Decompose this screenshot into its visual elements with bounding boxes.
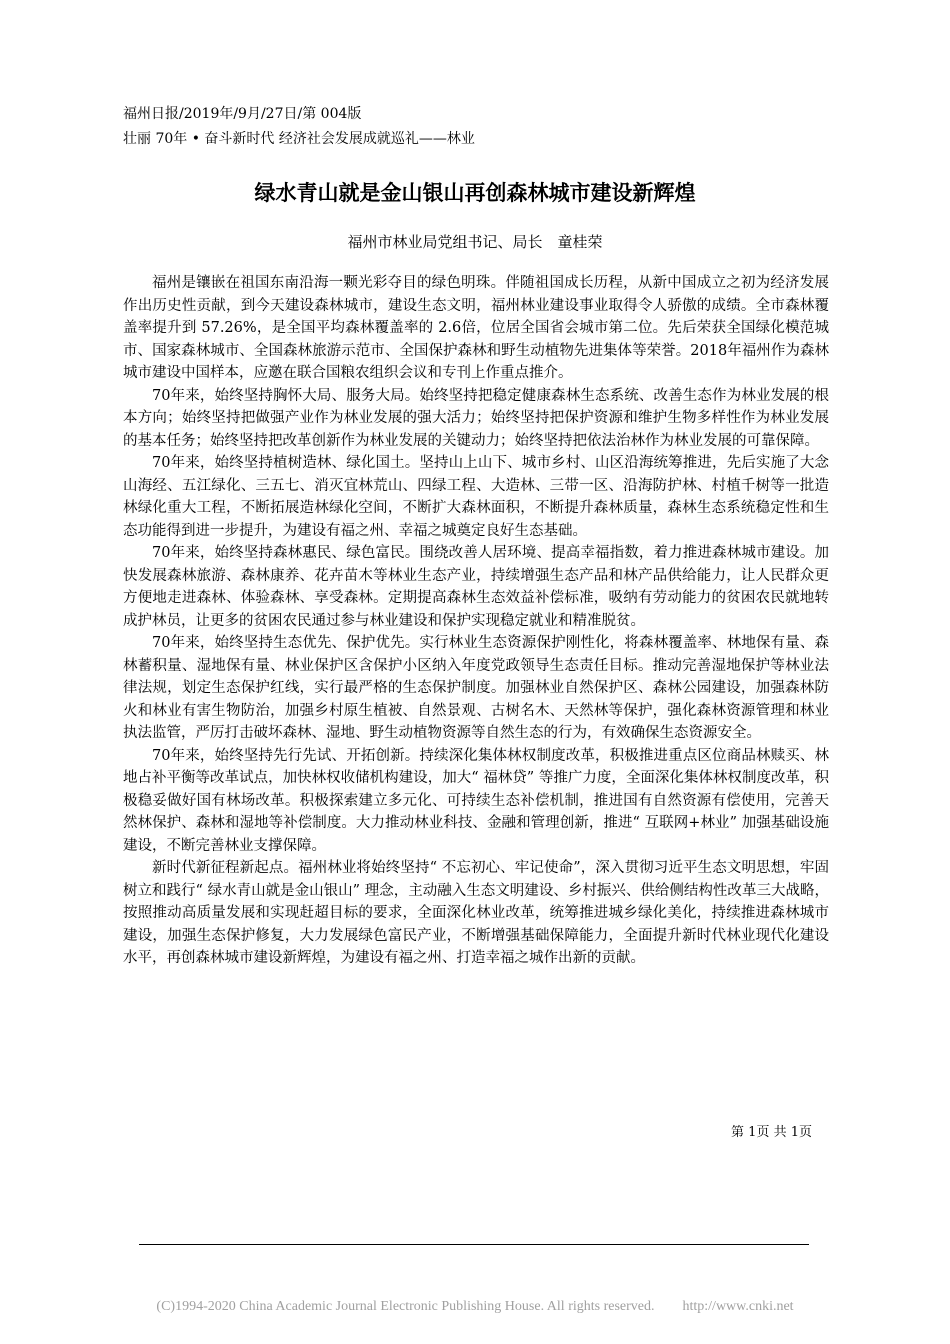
article-title: 绿水青山就是金山银山再创森林城市建设新辉煌 [254, 181, 696, 205]
copyright-footer: (C)1994-2020 China Academic Journal Electronic Publishing House. All rights reserved. http://www.cnki.net [156, 1299, 794, 1314]
article-author: 福州市林业局党组书记、局长 童桂荣 [347, 233, 603, 251]
source-line: 福州日报/2019年/9月/27日/第 004版 [123, 106, 362, 122]
paragraph: 70年来，始终坚持生态优先、保护优先。实行林业生态资源保护刚性化，将森林覆盖率、林地保有量、森林蓄积量、湿地保有量、林业保护区含保护小区纳入年度党政领导生态责任目标。推动完善湿地保护等林业法律法规，划定生态保护红线，实行最严格的生态保护制度。加强林业自然保护区、森林公园建设，加强森林防火和林业有害生物防治，加强乡村原生植被、自然景观、古树名木、天然林等保护，强化森林资源管理和林业执法监管，严厉打击破坏森林、湿地、野生动植物资源等自然生态的行为，有效确保生态资源安全。 [123, 635, 829, 741]
footer-divider [139, 1244, 809, 1245]
paragraph: 福州是镶嵌在祖国东南沿海一颗光彩夺目的绿色明珠。伴随祖国成长历程，从新中国成立之初为经济发展作出历史性贡献，到今天建设森林城市，建设生态文明，福州林业建设事业取得令人骄傲的成绩。全市森林覆盖率提升到 57.26%，是全国平均森林覆盖率的 2.6倍，位居全国省会城市第二位。先后荣获全国绿化模范城市、国家森林城市、全国森林旅游示范市、全国保护森林和野生动植物先进集体等荣誉。2018年福州作为森林城市建设中国样本，应邀在联合国粮农组织会议和专刊上作重点推介。 [123, 275, 829, 381]
paragraph: 70年来，始终坚持森林惠民、绿色富民。围绕改善人居环境、提高幸福指数，着力推进森林城市建设。加快发展森林旅游、森林康养、花卉苗木等林业生态产业，持续增强生态产品和林产品供给能力，让人民群众更方便地走进森林、体验森林、享受森林。定期提高森林生态效益补偿标准，吸纳有劳动能力的贫困农民就地转成护林员，让更多的贫困农民通过参与林业建设和保护实现稳定就业和精准脱贫。 [123, 545, 829, 629]
paragraph: 70年来，始终坚持胸怀大局、服务大局。始终坚持把稳定健康森林生态系统、改善生态作为林业发展的根本方向；始终坚持把做强产业作为林业发展的强大活力；始终坚持把保护资源和维护生物多样性作为林业发展的基本任务；始终坚持把改革创新作为林业发展的关键动力；始终坚持把依法治林作为林业发展的可靠保障。 [123, 387, 829, 449]
article-body [123, 272, 829, 970]
column-line: 壮丽 70年 • 奋斗新时代 经济社会发展成就巡礼——林业 [123, 131, 475, 147]
page-number: 第 1页 共 1页 [731, 1125, 812, 1140]
paragraph: 70年来，始终坚持先行先试、开拓创新。持续深化集体林权制度改革，积极推进重点区位商品林赎买、林地占补平衡等改革试点，加快林权收储机构建设，加大“ 福林贷” 等推广力度，全面深化集体林权制度改革，积极稳妥做好国有林场改革。积极探索建立多元化、可持续生态补偿机制，推进国有自然资源有偿使用，完善天然林保护、森林和湿地等补偿制度。大力推动林业科技、金融和管理创新，推进“ 互联网+林业” 加强基础设施建设，不断完善林业支撑保障。 [123, 747, 829, 854]
paragraph: 70年来，始终坚持植树造林、绿化国土。坚持山上山下、城市乡村、山区沿海统筹推进，先后实施了大念山海经、五江绿化、三五七、消灭宜林荒山、四绿工程、大造林、三带一区、沿海防护林、村植千树等一批造林绿化重大工程，不断拓展造林绿化空间，不断扩大森林面积，不断提升森林质量，森林生态系统稳定性和生态功能得到进一步提升，为建设有福之州、幸福之城奠定良好生态基础。 [123, 455, 829, 539]
paragraph: 新时代新征程新起点。福州林业将始终坚持“ 不忘初心、牢记使命”，深入贯彻习近平生态文明思想，牢固树立和践行“ 绿水青山就是金山银山” 理念，主动融入生态文明建设、乡村振兴、供给侧结构性改革三大战略，按照推动高质量发展和实现赶超目标的要求，全面深化林业改革，统筹推进城乡绿化美化，持续推进森林城市建设，加强生态保护修复，大力发展绿色富民产业，不断增强基础保障能力，全面提升新时代林业现代化建设水平，再创森林城市建设新辉煌，为建设有福之州、打造幸福之城作出新的贡献。 [123, 860, 829, 966]
